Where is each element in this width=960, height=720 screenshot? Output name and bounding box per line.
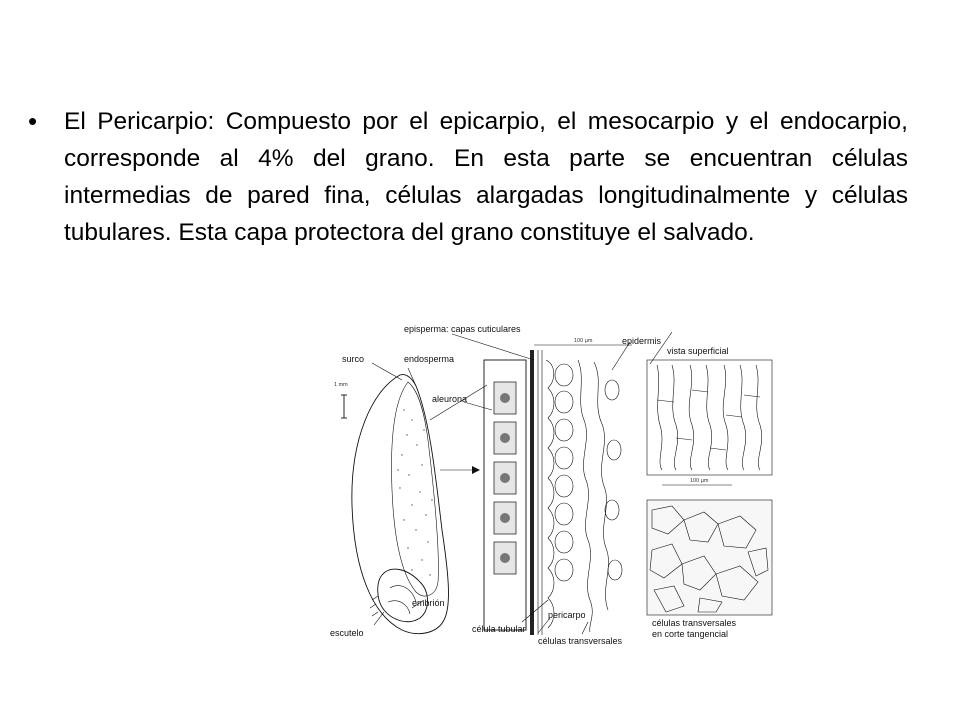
scale-label-100um-mid: 100 µm [690, 478, 709, 484]
label-surco: surco [342, 354, 365, 364]
bullet-marker: • [28, 106, 38, 136]
label-epidermis: epidermis [622, 336, 662, 346]
scale-label-1mm: 1 mm [334, 382, 348, 388]
label-pericarpo: pericarpo [548, 610, 586, 620]
bullet-item [28, 103, 908, 251]
scale-label-100um-top: 100 µm [574, 338, 593, 344]
epidermis-surface-view [647, 360, 772, 475]
pericarpio-description: El Pericarpio: Compuesto por el epicarpio, el mesocarpio y el endocarpio, corresponde al 4% del grano. En esta parte se encuentran células intermedias de pared fina, células alargadas longitudinalmente y células tubulares. Esta capa protectora del grano constituye el salvado. [64, 108, 908, 246]
endosperm-region [392, 382, 439, 596]
grain-cross-section-diagram [312, 320, 782, 655]
aleurone-layer [484, 360, 526, 630]
diagram-svg [312, 320, 782, 655]
label-celula-tubular: célula tubular [472, 624, 526, 634]
label-episperma: episperma: capas cuticulares [404, 324, 521, 334]
label-celulas-transversales-corte-1: células transversales [652, 618, 737, 628]
embryo [378, 569, 428, 622]
seed-coat-layers [530, 350, 542, 635]
label-embrion: embrión [412, 598, 445, 608]
transverse-cells-tangential [647, 500, 772, 615]
pericarp-cells [546, 360, 622, 632]
label-celulas-transversales: células transversales [538, 636, 623, 646]
label-celulas-transversales-corte-2: en corte tangencial [652, 629, 729, 639]
label-escutelo: escutelo [330, 628, 364, 638]
label-endosperma: endosperma [404, 354, 455, 364]
label-aleurona: aleurona [432, 394, 468, 404]
grain-outline [352, 375, 449, 634]
label-vista-superficial: vista superficial [667, 346, 729, 356]
